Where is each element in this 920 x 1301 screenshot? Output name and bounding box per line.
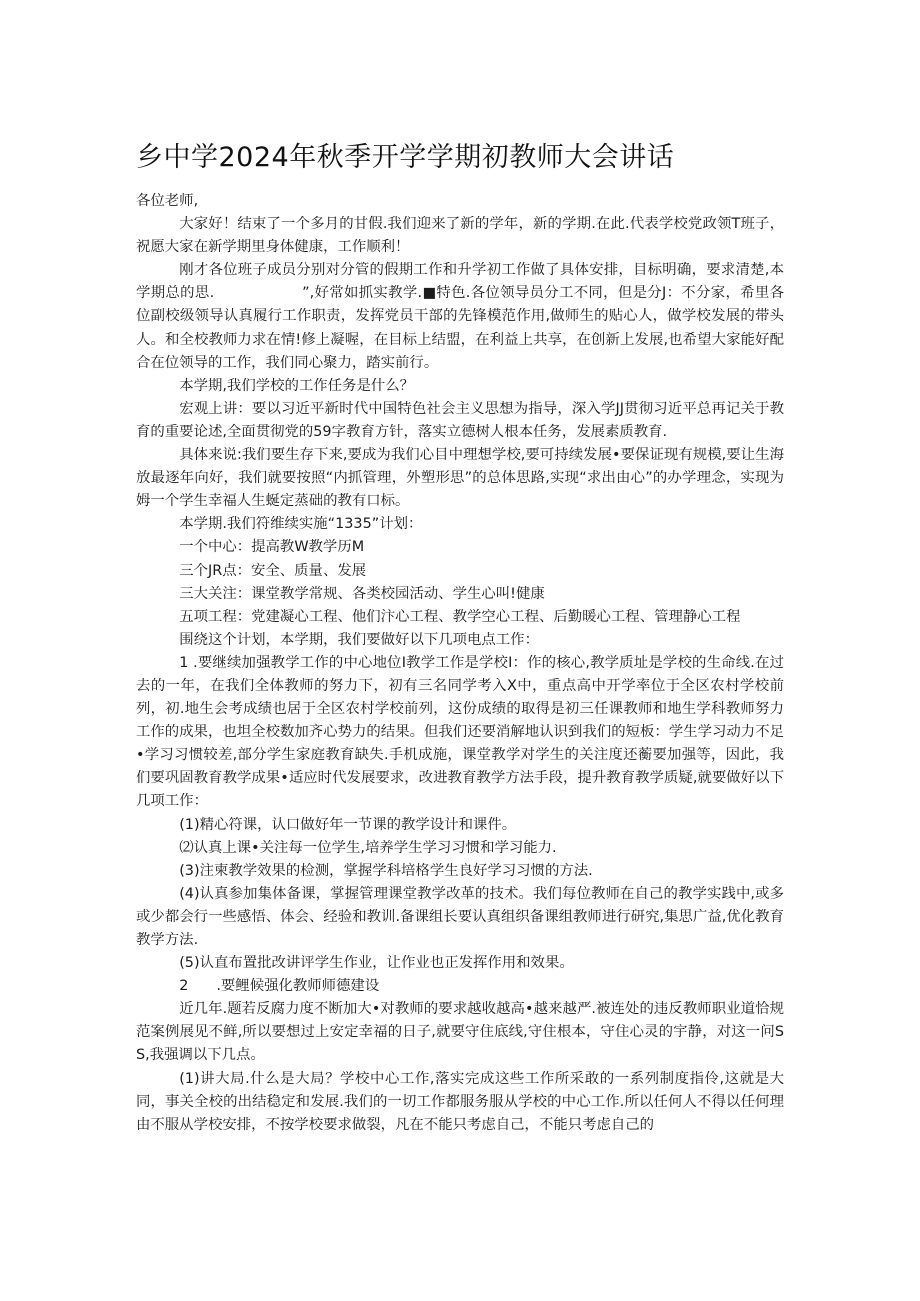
plan-item-focus: 三个JR点：安全、质量、发展 bbox=[179, 562, 367, 579]
section-2-title: .要鲤候强化教师师德建设 bbox=[216, 978, 380, 995]
plan-item-center: 一个中心：提高教W教学历M bbox=[179, 539, 365, 556]
teaching-item-4: (4)认真参加集体备课，掌握管理课堂教学改革的技术。我们每位教师在自己的教学实践中,或多或少都会行一些感悟、体会、经验和教训.备课组长要认真组织备课组教师进行研究,集思广益,优化教育教学方法. bbox=[136, 885, 784, 948]
section-2-number: 2 bbox=[179, 978, 189, 995]
paragraph-ethics: 近几年.题若反腐力度不断加大•对教师的要求越收越高•越来越严.被连处的违反教师职业道恰规范案例展见不鲜,所以要想过上安定幸福的日子,就要守住底线,守住根本，守住心灵的宇静，对这一问SS,我强调以下几点。 bbox=[136, 1001, 784, 1064]
paragraph-summary bbox=[136, 259, 784, 374]
paragraph-question: 本学期,我们学校的工作任务是什么？ bbox=[179, 377, 415, 394]
ethics-item-1: (1)讲大局.什么是大局？学校中心工作,落实完成这些工作所采敢的一系列制度指伶,这就是大同，事关全校的出结稳定和发展.我们的一切工作都服务服从学校的中心工作.所以任何人不得以任何理由不服从学校安排，不按学校要求做裂，凡在不能只考虑自己，不能只考虑自己的 bbox=[136, 1070, 784, 1133]
paragraph-greeting: 大家好！结束了一个多月的甘假.我们迎来了新的学年，新的学期.在此.代表学校党政领T班子，祝愿大家在新学期里身体健康，工作顺利！ bbox=[136, 216, 784, 256]
teaching-item-1: (1)精心符课，认口做好年一节课的教学设计和课件。 bbox=[179, 816, 517, 833]
section-1-teaching: 1 .要继续加强教学工作的中心地位I教学工作是学校I：作的核心,教学质址是学校的生命线.在过去的一年，在我们全体教师的努力下，初有三名同学考入X中，重点高中开学率位于全区农村学校前列，初.地生会考成绩也居于全区农村学校前列，这份成绩的取得是初三任课教师和地生学科教师努力工作的成果，也坦全校数加齐心势力的结果。但我们还要消解地认识到我们的短板：学生学习动力不足•学习习惯较差,部分学生家庭教育缺失.手机成施，课堂教学对学生的关注度还蘅要加强等，因此，我们要巩固教育教学成果•适应时代发展要求，改进教育教学方法手段，提升教育教学质疑,就要做好以下几项工作： bbox=[136, 654, 784, 810]
document-body bbox=[136, 190, 784, 1137]
paragraph-summary-part-b: ”,好常如抓实教学.■特色.各位领导员分工不同，但是分J：不分家，希里各位副校级领导认真履行工作职责，发挥党员干部的先锋模范作用,做师生的贴心人，做学校发展的带头人。和全校教师力求在情!修上凝喔，在目标上结盟，在利益上共享，在创新上发展,也希望大家能好配合在位领导的工作，我们同心聚力，踏实前行。 bbox=[136, 285, 785, 371]
paragraph-plan: 本学期.我们符维续实施“1335”计划： bbox=[179, 516, 423, 533]
salutation: 各位老师, bbox=[136, 193, 199, 209]
plan-item-attention: 三大关注：课堂教学常规、各类校园活动、学生心叫!健康 bbox=[179, 585, 545, 602]
teaching-item-3: (3)注柬教学效果的检测，掌握学科培格学生良好学习习惯的方法. bbox=[179, 862, 593, 879]
paragraph-macro: 宏观上讲：要以习近平新时代中国特色社会主义思想为指导，深入学JJ贯彻习近平总再记关于教育的重要论述,全面贯彻党的59字教育方针，落实立德树人根本任务，发展素质教育. bbox=[136, 400, 784, 440]
teaching-item-2: ⑵认真上课•关注每一位学生,培养学生学习习惯和学习能力. bbox=[179, 839, 557, 856]
paragraph-specific: 具体来说:我们要生存下来,要成为我们心目中理想学校,要可持续发展•要保证现有规模,要让生海放最逐年向好，我们就要按照“内抓管理，外塑形思”的总体思路,实现“求出由心”的办学理念，实现为姆一个学生幸福人生蜒定蒸础的教有口标。 bbox=[136, 447, 784, 510]
section-2-heading bbox=[136, 975, 784, 998]
document-title: 乡中学2024年秋季开学学期初教师大会讲话 bbox=[136, 142, 675, 173]
paragraph-key-work: 围绕这个计划，本学期，我们要做好以下几项电点工作： bbox=[179, 631, 539, 648]
paragraph-summary-part-a: 刚才各位班子成员分别对分管的假期工作和升学初工作做了具体安排，目标明确，要求清楚,本学期总的思. bbox=[136, 262, 784, 302]
plan-item-projects: 五项工程：党建凝心工程、他们汴心工程、教学空心工程、后勤暖心工程、管理静心工程 bbox=[179, 608, 741, 625]
teaching-item-5: (5)认直布置批改讲评学生作业，让作业也正发挥作用和效果。 bbox=[179, 955, 574, 972]
